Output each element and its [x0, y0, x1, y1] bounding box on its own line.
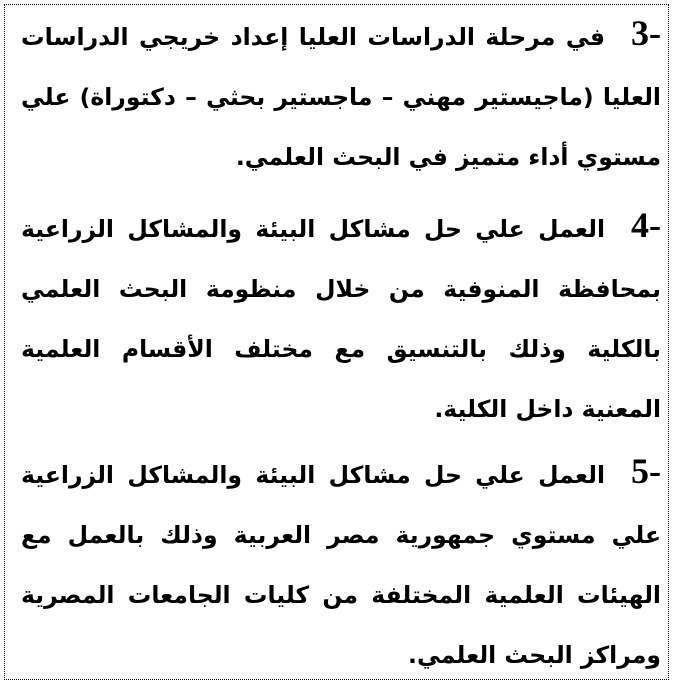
item-number-3: 3- [631, 13, 661, 53]
item-number-5: 5- [631, 451, 661, 491]
item-text-4: العمل علي حل مشاكل البيئة والمشاكل الزراعية بمحافظة المنوفية من خلال منظومة البحث العلمي بالكلية وذلك بالتنسيق مع مختلف الأقسام العلمية المعنية داخل الكلية. [21, 215, 661, 423]
list-item-4 [21, 195, 661, 439]
list-item-3 [21, 3, 661, 187]
item-text-3: في مرحلة الدراسات العليا إعداد خريجي الدراسات العليا (ماجيستير مهني – ماجستير بحثي – دكتوراة) علي مستوي أداء متميز في البحث العلمي. [21, 23, 661, 171]
item-text-5: العمل علي حل مشاكل البيئة والمشاكل الزراعية علي مستوي جمهورية مصر العربية وذلك بالعمل مع الهيئات العلمية المختلفة من كليات الجامعات المصرية ومراكز البحث العلمي. [21, 461, 661, 669]
list-item-5 [21, 441, 661, 685]
item-number-4: 4- [631, 205, 661, 245]
